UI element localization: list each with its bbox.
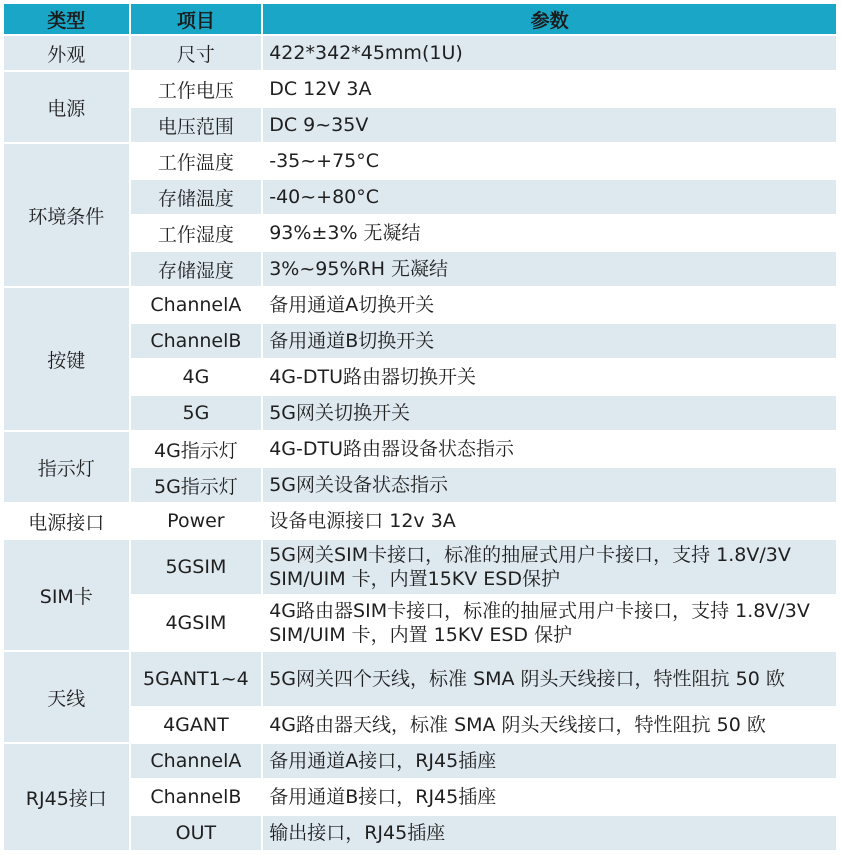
param-cell: 422*342*45mm(1U) bbox=[263, 36, 836, 70]
param-cell: 5G网关四个天线，标准 SMA 阴头天线接口，特性阻抗 50 欧 bbox=[263, 652, 836, 706]
table-row bbox=[4, 360, 836, 394]
category-cell: 按键 bbox=[4, 288, 129, 430]
category-cell: 环境条件 bbox=[4, 144, 129, 286]
param-cell: 备用通道A切换开关 bbox=[263, 288, 836, 322]
param-cell: 备用通道B切换开关 bbox=[263, 324, 836, 358]
item-cell: ChannelB bbox=[131, 324, 262, 358]
table-row bbox=[4, 652, 836, 706]
table-row bbox=[4, 816, 836, 850]
param-cell: 5G网关设备状态指示 bbox=[263, 468, 836, 502]
table-row bbox=[4, 708, 836, 742]
item-cell: 存储湿度 bbox=[131, 252, 262, 286]
category-cell: SIM卡 bbox=[4, 540, 129, 650]
header-item: 项目 bbox=[131, 4, 262, 34]
param-cell: 4G-DTU路由器切换开关 bbox=[263, 360, 836, 394]
param-cell: 93%±3% 无凝结 bbox=[263, 216, 836, 250]
param-cell: -40~+80°C bbox=[263, 180, 836, 214]
item-cell: 4GANT bbox=[131, 708, 262, 742]
table-row bbox=[4, 288, 836, 322]
table-row bbox=[4, 216, 836, 250]
param-cell: -35~+75°C bbox=[263, 144, 836, 178]
item-cell: 5G指示灯 bbox=[131, 468, 262, 502]
param-cell: 备用通道B接口，RJ45插座 bbox=[263, 780, 836, 814]
item-cell: 5G bbox=[131, 396, 262, 430]
table-row bbox=[4, 72, 836, 106]
table-row bbox=[4, 468, 836, 502]
param-cell: 设备电源接口 12v 3A bbox=[263, 504, 836, 538]
table-row bbox=[4, 144, 836, 178]
param-cell: 4G-DTU路由器设备状态指示 bbox=[263, 432, 836, 466]
param-cell: 备用通道A接口，RJ45插座 bbox=[263, 744, 836, 778]
category-cell: 外观 bbox=[4, 36, 129, 70]
item-cell: 工作湿度 bbox=[131, 216, 262, 250]
table-row bbox=[4, 324, 836, 358]
table-row bbox=[4, 540, 836, 594]
item-cell: OUT bbox=[131, 816, 262, 850]
item-cell: 尺寸 bbox=[131, 36, 262, 70]
header-row bbox=[4, 4, 836, 34]
item-cell: 工作温度 bbox=[131, 144, 262, 178]
table-row bbox=[4, 36, 836, 70]
item-cell: 电压范围 bbox=[131, 108, 262, 142]
param-cell: DC 9~35V bbox=[263, 108, 836, 142]
category-cell: 指示灯 bbox=[4, 432, 129, 502]
item-cell: 4G指示灯 bbox=[131, 432, 262, 466]
category-cell: 电源接口 bbox=[4, 504, 129, 538]
table-row bbox=[4, 396, 836, 430]
table-row bbox=[4, 432, 836, 466]
table-row bbox=[4, 504, 836, 538]
table-row bbox=[4, 596, 836, 650]
param-cell: 4G路由器SIM卡接口，标准的抽屉式用户卡接口，支持 1.8V/3V SIM/UIM 卡，内置 15KV ESD 保护 bbox=[263, 596, 836, 650]
table-row bbox=[4, 780, 836, 814]
category-cell: 电源 bbox=[4, 72, 129, 142]
param-cell: 5G网关SIM卡接口，标准的抽屉式用户卡接口，支持 1.8V/3V SIM/UIM 卡，内置15KV ESD保护 bbox=[263, 540, 836, 594]
table-row bbox=[4, 180, 836, 214]
item-cell: 4GSIM bbox=[131, 596, 262, 650]
item-cell: 4G bbox=[131, 360, 262, 394]
item-cell: ChannelB bbox=[131, 780, 262, 814]
param-cell: DC 12V 3A bbox=[263, 72, 836, 106]
item-cell: 存储温度 bbox=[131, 180, 262, 214]
item-cell: 5GANT1~4 bbox=[131, 652, 262, 706]
param-cell: 3%~95%RH 无凝结 bbox=[263, 252, 836, 286]
category-cell: 天线 bbox=[4, 652, 129, 742]
header-param: 参数 bbox=[263, 4, 836, 34]
item-cell: ChannelA bbox=[131, 288, 262, 322]
spec-table bbox=[2, 2, 838, 852]
item-cell: Power bbox=[131, 504, 262, 538]
item-cell: ChannelA bbox=[131, 744, 262, 778]
table-row bbox=[4, 252, 836, 286]
header-type: 类型 bbox=[4, 4, 129, 34]
category-cell: RJ45接口 bbox=[4, 744, 129, 850]
table-row bbox=[4, 744, 836, 778]
item-cell: 工作电压 bbox=[131, 72, 262, 106]
table-row bbox=[4, 108, 836, 142]
item-cell: 5GSIM bbox=[131, 540, 262, 594]
param-cell: 输出接口，RJ45插座 bbox=[263, 816, 836, 850]
param-cell: 5G网关切换开关 bbox=[263, 396, 836, 430]
param-cell: 4G路由器天线，标准 SMA 阴头天线接口，特性阻抗 50 欧 bbox=[263, 708, 836, 742]
